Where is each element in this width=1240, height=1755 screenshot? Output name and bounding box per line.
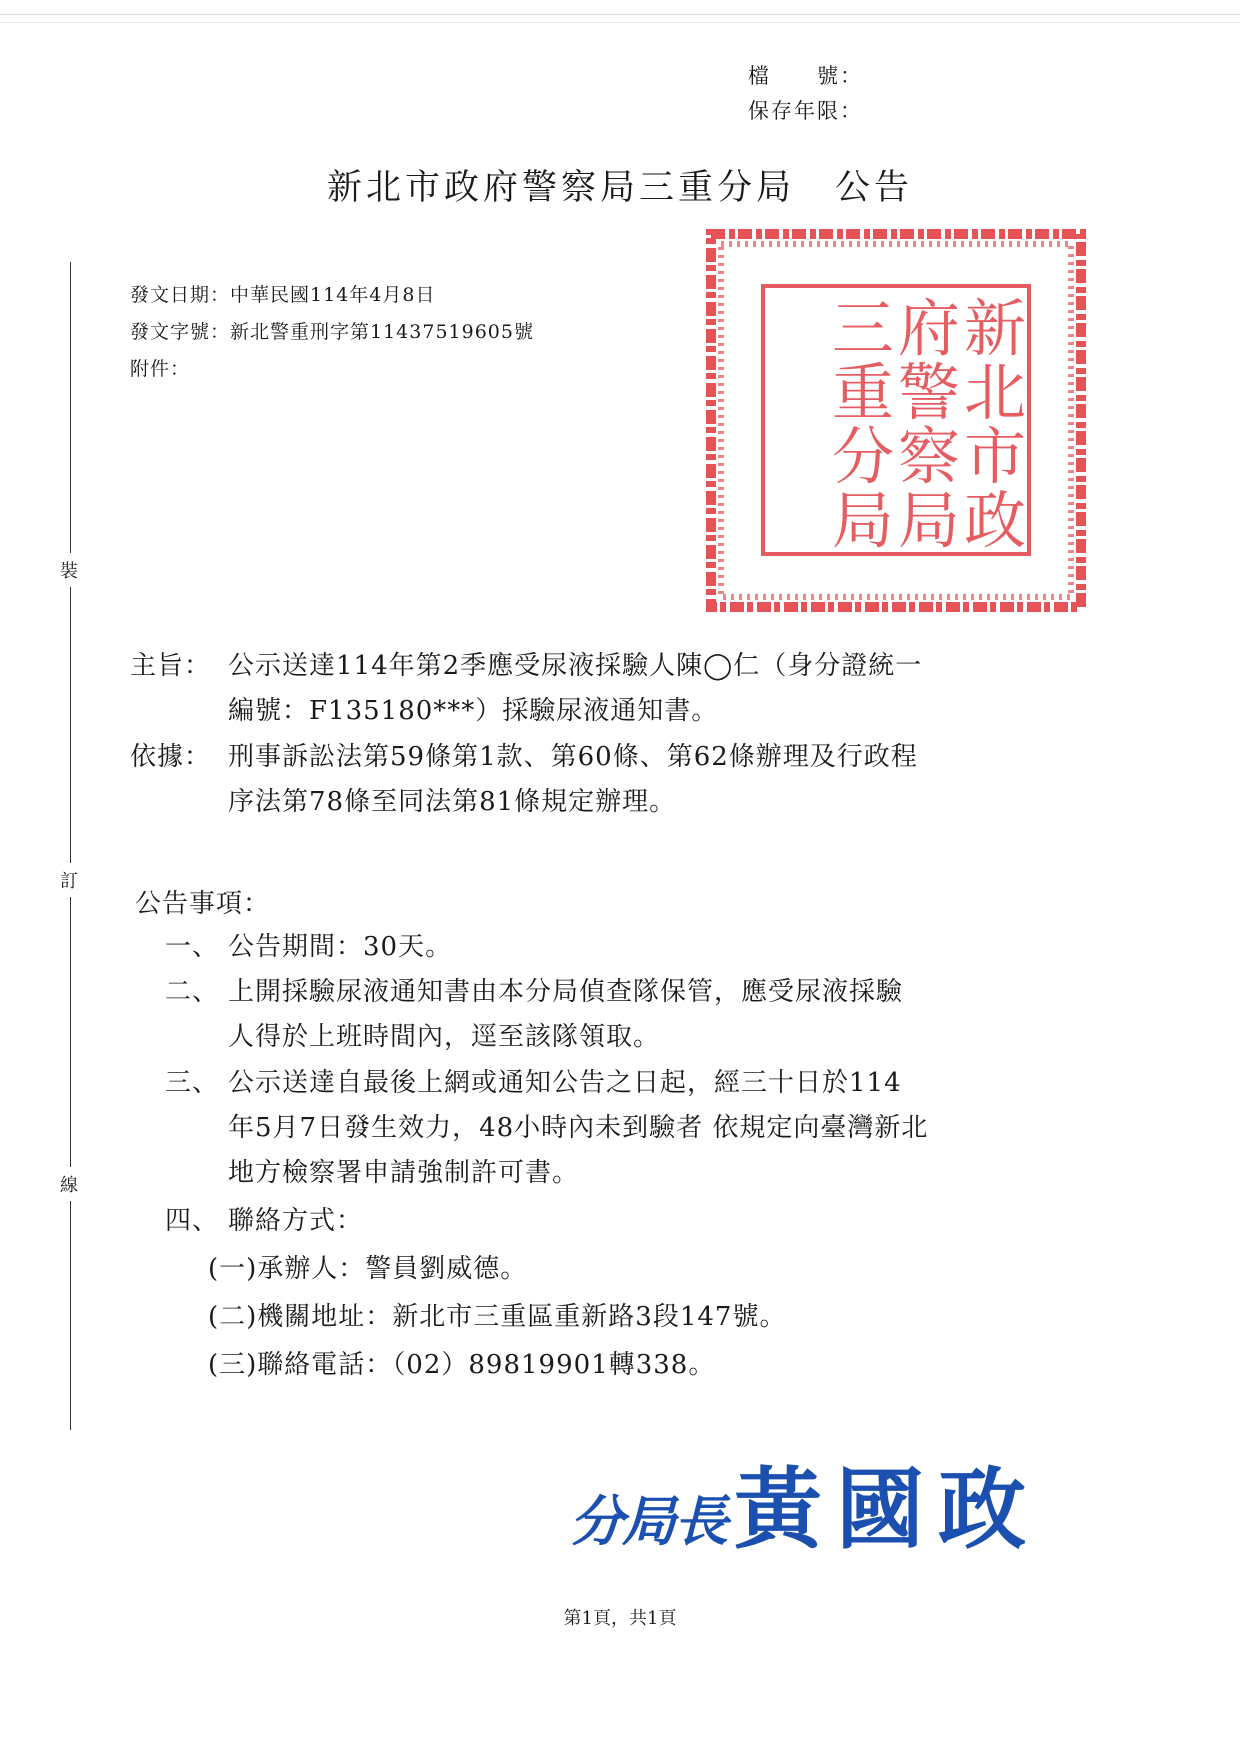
reference-number: 發文字號：新北警重刑字第11437519605號 — [130, 321, 534, 343]
notice-item-1-line-1: 公告期間：30天。 — [228, 932, 453, 962]
basis-label: 依據： — [130, 742, 212, 772]
seal-char: 市 — [963, 420, 1027, 493]
notice-item-3-line-3: 地方檢察署申請強制許可書。 — [228, 1158, 580, 1188]
binding-char-zhuang: 裝 — [60, 553, 78, 587]
binding-char-ding: 訂 — [60, 863, 78, 897]
page-number: 第1頁，共1頁 — [563, 1608, 677, 1629]
seal-char: 分 — [831, 420, 895, 493]
subject-label: 主旨： — [130, 651, 212, 681]
notice-item-4-marker: 四、 — [165, 1206, 220, 1236]
signature-name: 黃國政 — [734, 1457, 1041, 1561]
seal-char: 新 — [963, 292, 1027, 365]
issue-date: 發文日期：中華民國114年4月8日 — [130, 284, 436, 306]
binding-line — [70, 262, 71, 1430]
agency-name: 新北市政府警察局三重分局 — [326, 168, 795, 208]
signature-stamp — [570, 1440, 1040, 1566]
notice-item-2-line-1: 上開採驗尿液通知書由本分局偵查隊保管，應受尿液採驗 — [228, 977, 904, 1007]
binding-char-xian: 線 — [60, 1167, 78, 1201]
scan-edge-top-2 — [0, 22, 1240, 23]
official-seal — [705, 228, 1087, 613]
contact-address: (二)機關地址：新北市三重區重新路3段147號。 — [208, 1302, 787, 1332]
seal-char: 三 — [831, 292, 895, 365]
contact-handler: (一)承辦人：警員劉威德。 — [208, 1254, 528, 1284]
document-type: 公告 — [835, 168, 914, 208]
subject-line-1: 公示送達114年第2季應受尿液採驗人陳◯仁（身分證統一 — [228, 651, 923, 681]
file-number-label: 檔 號： — [748, 64, 863, 88]
seal-char: 北 — [963, 356, 1027, 429]
subject-line-2: 編號：F135180***）採驗尿液通知書。 — [228, 696, 719, 726]
notice-item-4-line-1: 聯絡方式： — [228, 1206, 364, 1236]
seal-char: 重 — [831, 356, 895, 429]
contact-phone: (三)聯絡電話：（02）89819901轉338。 — [208, 1350, 716, 1380]
notice-item-2-marker: 二、 — [165, 977, 220, 1007]
basis-line-2: 序法第78條至同法第81條規定辦理。 — [228, 787, 677, 817]
signature-title: 分局長 — [570, 1489, 726, 1553]
basis-line-1: 刑事訴訟法第59條第1款、第60條、第62條辦理及行政程 — [228, 742, 918, 772]
page-title — [0, 160, 1240, 210]
notice-item-3-marker: 三、 — [165, 1068, 220, 1098]
seal-char: 政 — [963, 484, 1027, 557]
seal-char: 察 — [897, 420, 961, 493]
notice-item-3-line-2: 年5月7日發生效力，48小時內未到驗者 依規定向臺灣新北 — [228, 1113, 929, 1143]
seal-char: 局 — [897, 484, 961, 557]
attachment-label: 附件： — [130, 358, 191, 380]
seal-char: 警 — [897, 356, 961, 429]
notice-item-3-line-1: 公示送達自最後上網或通知公告之日起，經三十日於114 — [228, 1068, 902, 1098]
notice-item-2-line-2: 人得於上班時間內，逕至該隊領取。 — [228, 1022, 661, 1052]
retention-period-label: 保存年限： — [748, 99, 863, 123]
notice-heading: 公告事項： — [135, 889, 271, 919]
seal-char: 局 — [831, 484, 895, 557]
scan-edge-top — [0, 14, 1240, 15]
seal-char: 府 — [897, 292, 961, 365]
notice-item-1-marker: 一、 — [165, 932, 220, 962]
